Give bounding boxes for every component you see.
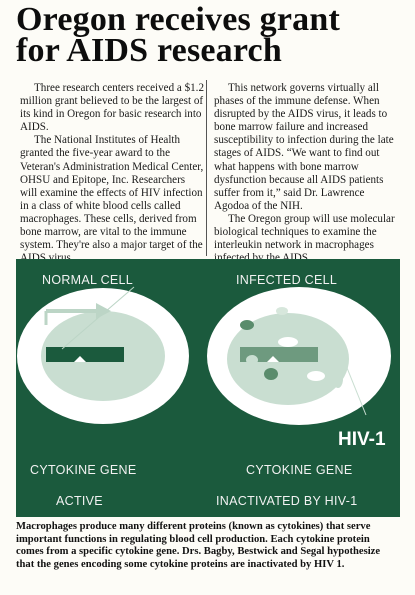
virus-particle [307, 371, 325, 381]
paragraph: The Oregon group will use molecular biological techniques to examine the interleukin network in macrophages [214, 212, 395, 252]
virus-particle [333, 370, 343, 388]
virus-particle [276, 307, 288, 315]
normal-cell-title: NORMAL CELL [42, 273, 134, 287]
cell-diagram [16, 259, 400, 517]
cell-diagram-figure [16, 259, 400, 517]
article-column-right [214, 82, 398, 265]
virus-label: HIV-1 [338, 429, 386, 450]
virus-particle [310, 320, 322, 330]
infected-cell-title: INFECTED CELL [236, 273, 338, 287]
virus-particle [240, 320, 254, 330]
paragraph: This network governs virtually all phases of the immune defense. When disrupted by the AIDS virus, it leads to bone marrow failure and increased susceptibility to infection during the late stages of AIDS. “We want to find out what happens with bone marrow dysfunction because all AIDS patients suffer from it,” said Dr. Lawrence Agodoa of the NIH. [214, 82, 394, 212]
normal-cell-illustration [17, 287, 189, 424]
paragraph: The National Institutes of Health granted the five-year award to the Veteran's Administration Medical Center, OHSU and Epitope, Inc. Researchers will examine the effects of HIV infection in a class of white blood cells called macrophages. These cells, derived from bone marrow, are vital to the immune system. They're also a major target of the [20, 134, 204, 252]
paragraph: Three research centers received a $1.2 million grant believed to be the largest of its kind in Oregon for basic research into AIDS. [20, 82, 204, 134]
virus-particle [264, 368, 278, 380]
article-column-left [20, 82, 204, 265]
infected-cell-illustration [207, 287, 391, 425]
article-headline [16, 1, 406, 69]
figure-caption: Macrophages produce many different proteins (known as cytokines) that serve important functions in regulating blood cell production. Each cytokine protein comes from a specific cytokine gene. Drs. Bagby, Bestwick and Segal hypothesize that the genes encoding some cytokine proteins are inactivated by HIV 1. [16, 521, 381, 570]
normal-status-label: ACTIVE [56, 494, 103, 508]
virus-particle [278, 337, 298, 347]
headline-line-2: for AIDS research [16, 32, 282, 69]
normal-cytokine-gene-bar [46, 347, 124, 362]
infected-gene-label: CYTOKINE GENE [246, 463, 353, 477]
virus-particle [246, 355, 258, 365]
headline-line-1: Oregon receives grant [16, 1, 340, 38]
infected-status-label: INACTIVATED BY HIV-1 [216, 494, 358, 508]
column-divider [206, 80, 207, 256]
normal-gene-label: CYTOKINE GENE [30, 463, 137, 477]
